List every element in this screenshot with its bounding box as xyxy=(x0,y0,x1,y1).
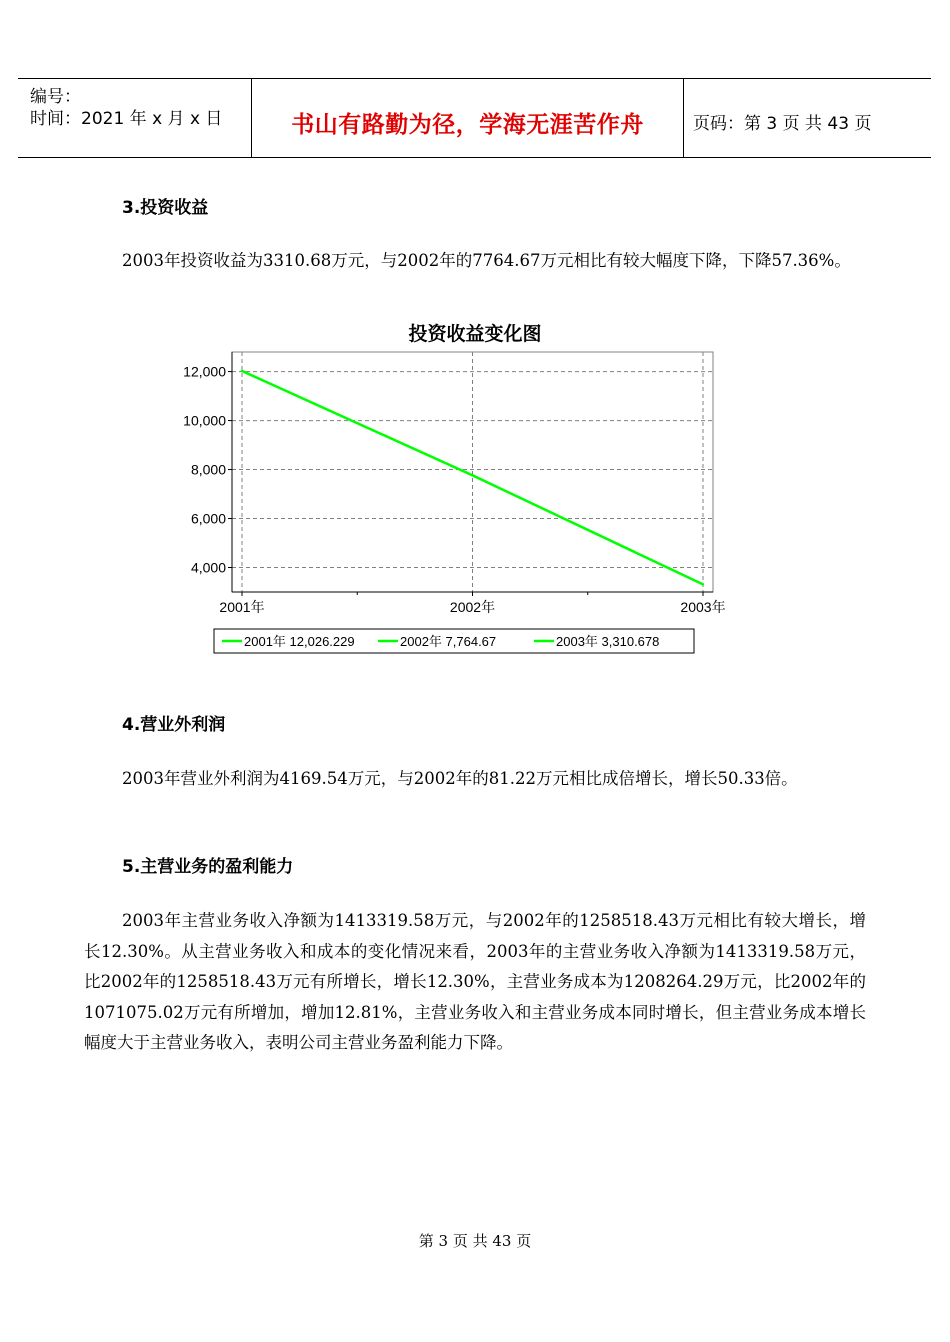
section-paragraph-non-operating-profit: 2003年营业外利润为4169.54万元，与2002年的81.22万元相比成倍增长，增长50.33倍。 xyxy=(122,769,798,788)
header-page-label: 页码：第 3 页 共 43 页 xyxy=(693,114,872,134)
y-tick-label: 4,000 xyxy=(190,559,226,576)
section-paragraph-main-business-profitability: 2003年主营业务收入净额为1413319.58万元，与2002年的1258518.43万元相比有较大增长，增长12.30%。从主营业务收入和成本的变化情况来看，2003年的主营业务收入净额为1413319.58万元，比2002年的1258518.43万元有所增长，增长12.30%，主营业务成本为1208264.29万元，比2002年的1071075.02万元有所增加，增加12.81%，主营业务收入和主营业务成本同时增长，但主营业务成本增长幅度大于主营业务收入，表明公司主营业务盈利能力下降。 xyxy=(84,911,866,1052)
chart-title: 投资收益变化图 xyxy=(408,323,542,345)
section-heading-investment-income: 3.投资收益 xyxy=(122,198,209,218)
section-heading-non-operating-profit: 4.营业外利润 xyxy=(122,715,226,735)
y-tick-label: 10,000 xyxy=(183,412,226,429)
legend-entry-label: 2001年 12,026.229 xyxy=(244,634,355,649)
data-point xyxy=(241,370,243,372)
legend-entry-label: 2002年 7,764.67 xyxy=(400,634,497,649)
data-point xyxy=(471,474,473,476)
section-paragraph-investment-income: 2003年投资收益为3310.68万元，与2002年的7764.67万元相比有较大幅度下降，下降57.36%。 xyxy=(122,251,851,270)
document-time-label: 时间：2021 年 x 月 x 日 xyxy=(30,109,223,129)
y-tick-label: 6,000 xyxy=(190,510,226,527)
y-tick-label: 12,000 xyxy=(183,363,226,380)
section-heading-main-business-profitability: 5.主营业务的盈利能力 xyxy=(122,857,294,877)
y-tick-label: 8,000 xyxy=(190,461,226,478)
x-tick-label: 2003年 xyxy=(680,599,726,615)
x-tick-label: 2001年 xyxy=(219,599,265,615)
page-footer: 第 3 页 共 43 页 xyxy=(418,1232,532,1250)
document-number-label: 编号： xyxy=(30,87,81,107)
data-point xyxy=(702,583,704,585)
legend-entry-label: 2003年 3,310.678 xyxy=(556,634,660,649)
header-motto: 书山有路勤为径，学海无涯苦作舟 xyxy=(291,112,644,138)
x-tick-label: 2002年 xyxy=(449,599,496,615)
